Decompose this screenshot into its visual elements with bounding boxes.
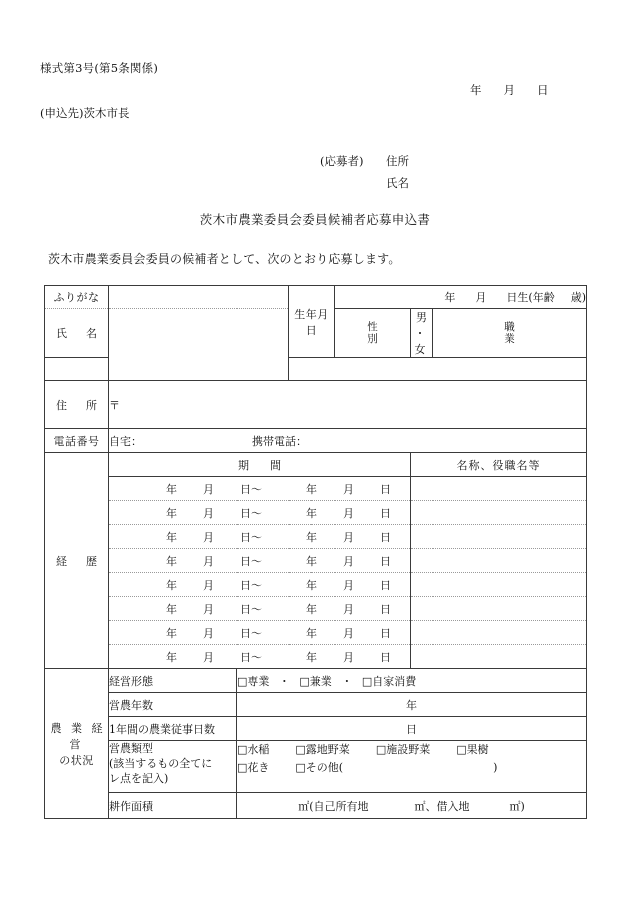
table-row-cultivated-area bbox=[45, 793, 587, 819]
table-row-career-4 bbox=[45, 549, 587, 573]
career-org-5[interactable] bbox=[411, 573, 587, 597]
farming-years-value[interactable]: 年 bbox=[237, 693, 587, 717]
table-row-farming-years bbox=[45, 693, 587, 717]
career-period-2[interactable]: 年 月 日〜 年 月 日 bbox=[109, 501, 411, 525]
dob-age-unit: 歳) bbox=[570, 291, 586, 304]
page-title: 茨木市農業委員会委員候補者応募申込書 bbox=[199, 212, 431, 227]
intro-text: 茨木市農業委員会委員の候補者として、次のとおり応募します。 bbox=[48, 252, 401, 266]
career-period-8[interactable]: 年 月 日〜 年 月 日 bbox=[109, 645, 411, 669]
table-row-career-1 bbox=[45, 477, 587, 501]
career-org-6[interactable] bbox=[411, 597, 587, 621]
applicant-address-label: 住所 bbox=[386, 154, 409, 168]
career-org-2[interactable] bbox=[411, 501, 587, 525]
checkbox-fruit-trees[interactable]: □果樹 bbox=[456, 743, 489, 756]
checkbox-greenhouse-vegetables[interactable]: □施設野菜 bbox=[375, 743, 431, 756]
form-number: 様式第3号(第5条関係) bbox=[40, 61, 159, 75]
name-label: 氏 名 bbox=[45, 309, 109, 358]
career-org-8[interactable] bbox=[411, 645, 587, 669]
address-value[interactable] bbox=[109, 381, 587, 429]
tel-home-label: 自宅： bbox=[109, 434, 142, 448]
management-type-options[interactable]: □専業 ・ □兼業 ・ □自家消費 bbox=[237, 669, 587, 693]
crop-options-row-2 bbox=[237, 759, 586, 777]
crop-type-label: 営農類型 (該当するもの全てに レ点を記入) bbox=[109, 741, 237, 793]
dob-day-age: 日生(年齢 bbox=[506, 291, 555, 304]
crop-other-close: ) bbox=[493, 761, 498, 774]
applicant-block bbox=[320, 150, 409, 194]
checkbox-rice[interactable]: □水稲 bbox=[237, 743, 270, 756]
table-row-career-5 bbox=[45, 573, 587, 597]
checkbox-parttime[interactable]: □兼業 bbox=[299, 674, 332, 688]
career-period-7[interactable]: 年 月 日〜 年 月 日 bbox=[109, 621, 411, 645]
dob-month: 月 bbox=[475, 291, 487, 304]
name-row-spacer bbox=[289, 358, 587, 381]
career-period-1[interactable]: 年 月 日〜 年 月 日 bbox=[109, 477, 411, 501]
furigana-value[interactable] bbox=[109, 286, 289, 309]
tel-label: 電話番号 bbox=[45, 429, 109, 453]
checkbox-open-field-vegetables[interactable]: □露地野菜 bbox=[295, 743, 350, 756]
checkbox-self-consumption[interactable]: □自家消費 bbox=[361, 674, 417, 688]
addressee: (申込先)茨木市長 bbox=[40, 106, 130, 120]
farming-years-label: 営農年数 bbox=[109, 693, 237, 717]
application-form-table bbox=[44, 285, 587, 819]
gender-value[interactable]: 男 ・ 女 bbox=[411, 309, 433, 358]
table-row-career-6 bbox=[45, 597, 587, 621]
career-period-4[interactable]: 年 月 日〜 年 月 日 bbox=[109, 549, 411, 573]
checkbox-flowers[interactable]: □花き bbox=[237, 761, 270, 774]
career-org-header: 名称、役職名等 bbox=[411, 453, 587, 477]
table-row-management-type bbox=[45, 669, 587, 693]
postal-mark: 〒 bbox=[109, 398, 120, 412]
dob-label: 生年月日 bbox=[289, 286, 335, 358]
table-row-career-7 bbox=[45, 621, 587, 645]
table-row-furigana bbox=[45, 286, 587, 309]
applicant-prefix: (応募者) bbox=[320, 154, 364, 168]
table-row-career-8 bbox=[45, 645, 587, 669]
name-value[interactable] bbox=[109, 309, 289, 381]
farming-days-value[interactable]: 日 bbox=[237, 717, 587, 741]
career-label: 経 歴 bbox=[45, 453, 109, 669]
checkbox-other[interactable]: □その他( bbox=[295, 761, 344, 774]
career-period-6[interactable]: 年 月 日〜 年 月 日 bbox=[109, 597, 411, 621]
career-period-5[interactable]: 年 月 日〜 年 月 日 bbox=[109, 573, 411, 597]
table-row-tel bbox=[45, 429, 587, 453]
crop-type-options[interactable] bbox=[237, 741, 587, 793]
cultivated-area-label: 耕作面積 bbox=[109, 793, 237, 819]
area-owned-unit: ㎡、借入地 bbox=[414, 799, 470, 813]
applicant-name-row bbox=[320, 172, 409, 194]
applicant-address-row bbox=[320, 150, 409, 172]
dob-value[interactable] bbox=[335, 286, 587, 309]
tel-mobile-label: 携帯電話： bbox=[252, 434, 307, 448]
tel-value[interactable] bbox=[109, 429, 587, 453]
occupation-label: 職 業 bbox=[433, 309, 587, 358]
furigana-label: ふりがな bbox=[45, 286, 109, 309]
gender-label: 性 別 bbox=[335, 309, 411, 358]
area-total-unit: ㎡(自己所有地 bbox=[298, 799, 369, 813]
area-rented-unit: ㎡) bbox=[509, 799, 525, 813]
farm-section-label: 農 業 経 営 の状況 bbox=[45, 669, 109, 819]
applicant-name-label: 氏名 bbox=[386, 176, 409, 190]
dob-year: 年 bbox=[444, 291, 456, 304]
table-row-address bbox=[45, 381, 587, 429]
table-row-farming-days bbox=[45, 717, 587, 741]
table-row-career-3 bbox=[45, 525, 587, 549]
table-row-career-2 bbox=[45, 501, 587, 525]
table-row-career-header bbox=[45, 453, 587, 477]
management-type-label: 経営形態 bbox=[109, 669, 237, 693]
cultivated-area-value[interactable] bbox=[237, 793, 587, 819]
career-org-1[interactable] bbox=[411, 477, 587, 501]
crop-options-row-1 bbox=[237, 741, 586, 759]
career-org-3[interactable] bbox=[411, 525, 587, 549]
farming-days-label: 1年間の農業従事日数 bbox=[109, 717, 237, 741]
table-row-crop-type bbox=[45, 741, 587, 793]
career-period-3[interactable]: 年 月 日〜 年 月 日 bbox=[109, 525, 411, 549]
name-label-spacer bbox=[45, 358, 109, 381]
date-month: 月 bbox=[503, 83, 515, 97]
career-org-4[interactable] bbox=[411, 549, 587, 573]
date-year: 年 bbox=[470, 83, 482, 97]
date-line bbox=[470, 82, 549, 98]
career-org-7[interactable] bbox=[411, 621, 587, 645]
address-label: 住 所 bbox=[45, 381, 109, 429]
career-period-header: 期 間 bbox=[109, 453, 411, 477]
checkbox-fulltime[interactable]: □専業 bbox=[237, 674, 270, 688]
date-day: 日 bbox=[537, 83, 549, 97]
